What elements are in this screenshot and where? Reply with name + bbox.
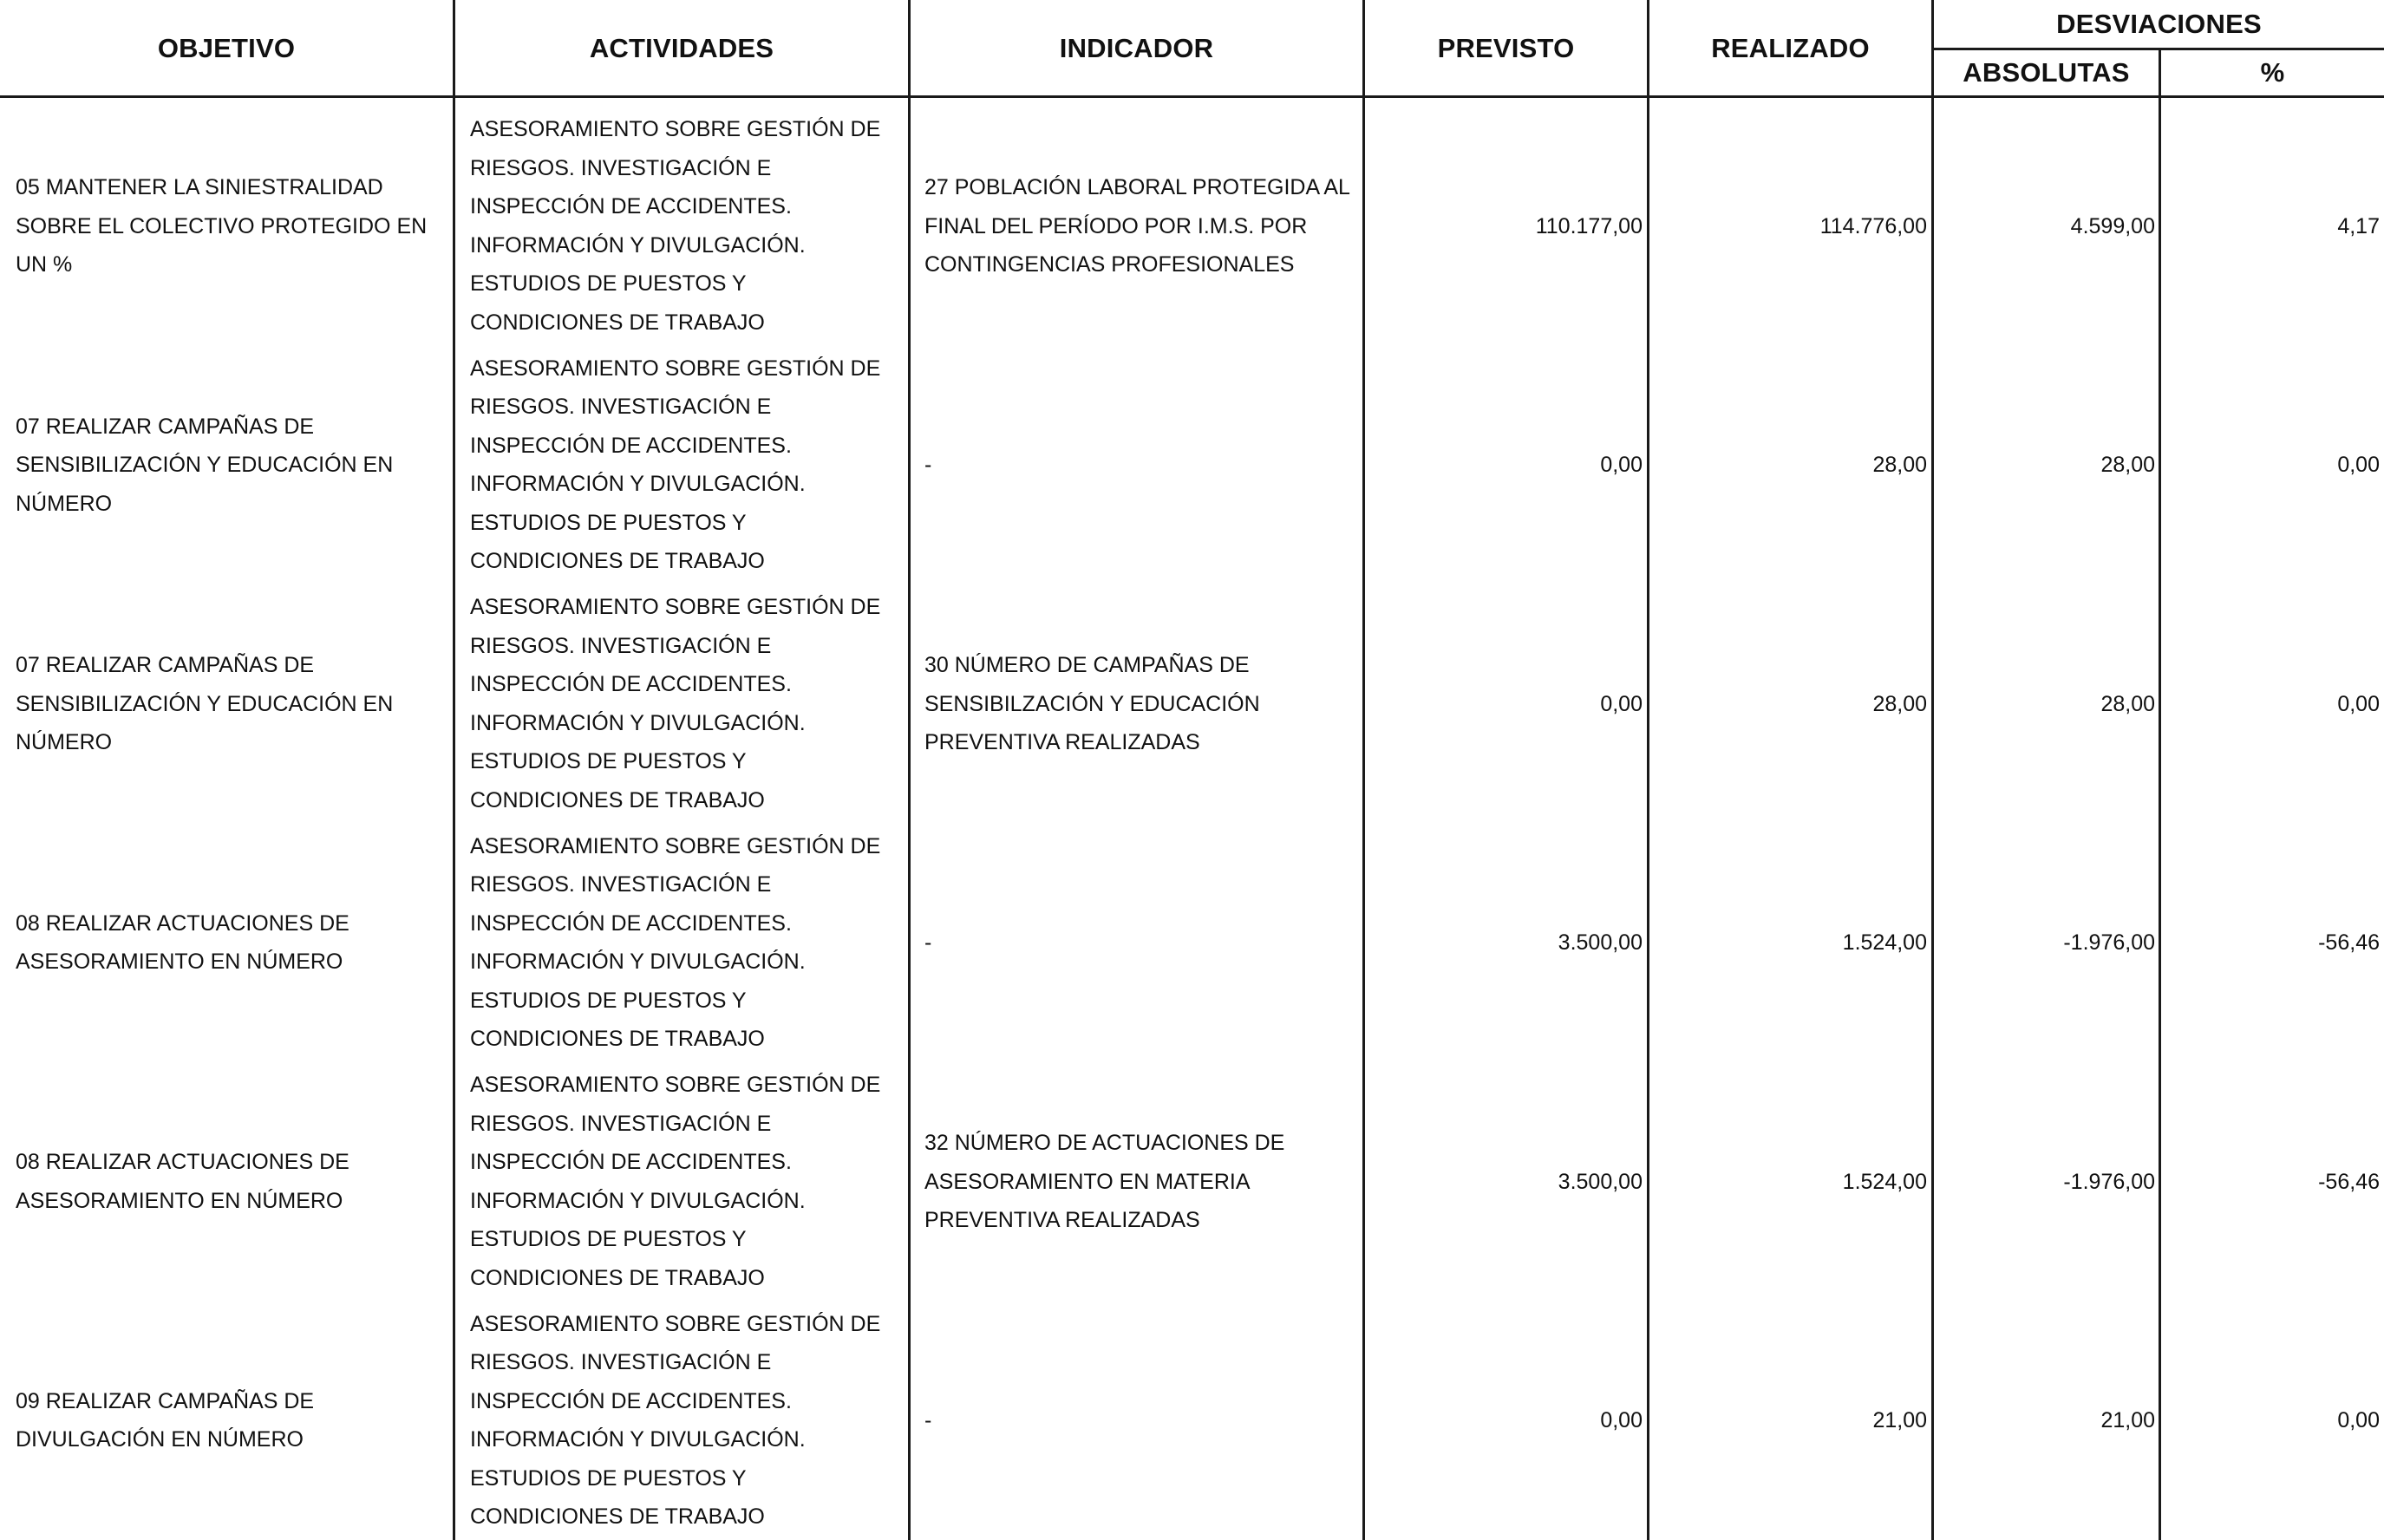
cell-line: RIESGOS. INVESTIGACIÓN E (470, 1111, 772, 1136)
cell-actividades (470, 1302, 904, 1540)
cell-indicador (924, 824, 1358, 1063)
cell-line: - (924, 453, 932, 477)
cell-line: CONDICIONES DE TRABAJO (470, 310, 765, 335)
cell-previsto (1365, 346, 1643, 585)
cell-line: INFORMACIÓN Y DIVULGACIÓN. (470, 710, 806, 735)
table-row (0, 824, 2384, 1063)
cell-line: ASESORAMIENTO SOBRE GESTIÓN DE (470, 595, 881, 620)
cell-line: ASESORAMIENTO SOBRE GESTIÓN DE (470, 1073, 881, 1098)
cell-line: RIESGOS. INVESTIGACIÓN E (470, 872, 772, 897)
cell-line: RIESGOS. INVESTIGACIÓN E (470, 155, 772, 180)
cell-line: SENSIBILIZACIÓN Y EDUCACIÓN EN (16, 691, 394, 716)
cell-line: 28,00 (1872, 691, 1927, 716)
cell-line: 21,00 (1872, 1408, 1927, 1432)
header-porcentaje: % (2260, 57, 2285, 88)
cell-line: 28,00 (1872, 453, 1927, 477)
cell-line: INSPECCIÓN DE ACCIDENTES. (470, 910, 792, 936)
cell-previsto (1365, 1302, 1643, 1540)
cell-absolutas (1934, 346, 2155, 585)
cell-objetivo (16, 1062, 449, 1302)
cell-line: 05 MANTENER LA SINIESTRALIDAD (16, 175, 383, 199)
cell-previsto (1365, 584, 1643, 824)
cell-porcentaje (2161, 346, 2380, 585)
cell-previsto (1365, 824, 1643, 1063)
cell-line: INSPECCIÓN DE ACCIDENTES. (470, 1150, 792, 1175)
cell-line: NÚMERO (16, 730, 113, 754)
cell-line: INFORMACIÓN Y DIVULGACIÓN. (470, 232, 806, 258)
cell-realizado (1649, 107, 1927, 346)
cell-line: ASESORAMIENTO SOBRE GESTIÓN DE (470, 833, 881, 858)
cell-line: - (924, 1408, 932, 1432)
cell-line: RIESGOS. INVESTIGACIÓN E (470, 1350, 772, 1375)
cell-line: 07 REALIZAR CAMPAÑAS DE (16, 414, 315, 439)
cell-realizado (1649, 1302, 1927, 1540)
cell-line: 28,00 (2100, 691, 2155, 716)
cell-porcentaje (2161, 584, 2380, 824)
cell-line: 21,00 (2100, 1408, 2155, 1432)
cell-line: ESTUDIOS DE PUESTOS Y (470, 1227, 747, 1252)
cell-line: 08 REALIZAR ACTUACIONES DE (16, 1150, 349, 1175)
cell-line: 27 POBLACIÓN LABORAL PROTEGIDA AL (924, 175, 1350, 199)
cell-line: UN % (16, 252, 73, 277)
cell-line: - (924, 930, 932, 955)
cell-line: INSPECCIÓN DE ACCIDENTES. (470, 672, 792, 697)
cell-line: 110.177,00 (1535, 213, 1643, 238)
cell-line: DIVULGACIÓN EN NÚMERO (16, 1427, 304, 1452)
cell-line: ASESORAMIENTO EN NÚMERO (16, 949, 343, 975)
cell-indicador (924, 107, 1358, 346)
header-indicador: INDICADOR (1059, 33, 1214, 63)
cell-line: 1.524,00 (1842, 1169, 1927, 1194)
cell-line: CONTINGENCIAS PROFESIONALES (924, 252, 1295, 277)
cell-indicador (924, 1302, 1358, 1540)
cell-line: RIESGOS. INVESTIGACIÓN E (470, 395, 772, 420)
cell-line: INFORMACIÓN Y DIVULGACIÓN. (470, 1188, 806, 1213)
cell-line: ASESORAMIENTO EN NÚMERO (16, 1188, 343, 1213)
cell-line: INFORMACIÓN Y DIVULGACIÓN. (470, 472, 806, 497)
cell-line: -1.976,00 (2063, 1169, 2155, 1194)
cell-line: ESTUDIOS DE PUESTOS Y (470, 510, 747, 535)
header-desviaciones: DESVIACIONES (2056, 9, 2262, 39)
header-absolutas: ABSOLUTAS (1963, 57, 2130, 88)
cell-line: ASESORAMIENTO SOBRE GESTIÓN DE (470, 117, 881, 142)
desviaciones-sub-rule (1931, 48, 2384, 50)
cell-actividades (470, 824, 904, 1063)
cell-porcentaje (2161, 1302, 2380, 1540)
cell-line: NÚMERO (16, 491, 113, 516)
cell-objetivo (16, 824, 449, 1063)
cell-indicador (924, 584, 1358, 824)
cell-porcentaje (2161, 824, 2380, 1063)
cell-line: -1.976,00 (2063, 930, 2155, 955)
cell-line: ESTUDIOS DE PUESTOS Y (470, 1465, 747, 1491)
cell-line: ASESORAMIENTO SOBRE GESTIÓN DE (470, 1311, 881, 1336)
cell-line: PREVENTIVA REALIZADAS (924, 730, 1200, 754)
cell-line: CONDICIONES DE TRABAJO (470, 787, 765, 812)
cell-line: ASESORAMIENTO SOBRE GESTIÓN DE (470, 356, 881, 381)
cell-realizado (1649, 824, 1927, 1063)
cell-line: 4.599,00 (2070, 213, 2155, 238)
table-row (0, 1302, 2384, 1540)
cell-line: 1.524,00 (1842, 930, 1927, 955)
cell-line: ESTUDIOS DE PUESTOS Y (470, 988, 747, 1013)
cell-indicador (924, 346, 1358, 585)
cell-realizado (1649, 1062, 1927, 1302)
cell-line: PREVENTIVA REALIZADAS (924, 1208, 1200, 1232)
cell-objetivo (16, 346, 449, 585)
header-objetivo: OBJETIVO (157, 33, 296, 63)
cell-line: RIESGOS. INVESTIGACIÓN E (470, 633, 772, 658)
cell-line: INSPECCIÓN DE ACCIDENTES. (470, 194, 792, 219)
cell-actividades (470, 107, 904, 346)
cell-line: 114.776,00 (1819, 213, 1927, 238)
cell-line: INFORMACIÓN Y DIVULGACIÓN. (470, 949, 806, 975)
cell-line: -56,46 (2318, 930, 2380, 955)
cell-line: -56,46 (2318, 1169, 2380, 1194)
cell-indicador (924, 1062, 1358, 1302)
cell-realizado (1649, 346, 1927, 585)
table-row (0, 107, 2384, 346)
cell-line: INSPECCIÓN DE ACCIDENTES. (470, 433, 792, 458)
cell-line: SENSIBILZACIÓN Y EDUCACIÓN (924, 691, 1260, 716)
cell-porcentaje (2161, 1062, 2380, 1302)
table-row (0, 584, 2384, 824)
cell-line: CONDICIONES DE TRABAJO (470, 1027, 765, 1052)
cell-line: 28,00 (2100, 453, 2155, 477)
cell-actividades (470, 1062, 904, 1302)
header-realizado: REALIZADO (1711, 33, 1870, 63)
cell-line: CONDICIONES DE TRABAJO (470, 1265, 765, 1290)
cell-objetivo (16, 107, 449, 346)
header-bottom-rule (0, 95, 2384, 98)
cell-line: FINAL DEL PERÍODO POR I.M.S. POR (924, 213, 1308, 238)
cell-line: INFORMACIÓN Y DIVULGACIÓN. (470, 1427, 806, 1452)
cell-realizado (1649, 584, 1927, 824)
cell-line: SENSIBILIZACIÓN Y EDUCACIÓN EN (16, 453, 394, 477)
cell-line: ASESORAMIENTO EN MATERIA (924, 1169, 1251, 1194)
header-previsto: PREVISTO (1437, 33, 1575, 63)
cell-line: 3.500,00 (1558, 1169, 1643, 1194)
cell-line: 0,00 (2337, 1408, 2380, 1432)
cell-actividades (470, 584, 904, 824)
cell-line: 0,00 (1600, 453, 1643, 477)
cell-line: 0,00 (1600, 691, 1643, 716)
cell-objetivo (16, 1302, 449, 1540)
table-row (0, 346, 2384, 585)
header-actividades: ACTIVIDADES (589, 33, 774, 63)
cell-line: 30 NÚMERO DE CAMPAÑAS DE (924, 653, 1250, 677)
cell-line: 3.500,00 (1558, 930, 1643, 955)
table-row (0, 1062, 2384, 1302)
cell-line: INSPECCIÓN DE ACCIDENTES. (470, 1388, 792, 1413)
cell-absolutas (1934, 824, 2155, 1063)
cell-actividades (470, 346, 904, 585)
cell-line: SOBRE EL COLECTIVO PROTEGIDO EN (16, 213, 428, 238)
cell-previsto (1365, 1062, 1643, 1302)
cell-line: 09 REALIZAR CAMPAÑAS DE (16, 1388, 315, 1413)
cell-line: 07 REALIZAR CAMPAÑAS DE (16, 653, 315, 677)
cell-line: 0,00 (2337, 691, 2380, 716)
cell-line: ESTUDIOS DE PUESTOS Y (470, 749, 747, 774)
cell-absolutas (1934, 1302, 2155, 1540)
cell-line: CONDICIONES DE TRABAJO (470, 549, 765, 574)
cell-absolutas (1934, 1062, 2155, 1302)
cell-line: ESTUDIOS DE PUESTOS Y (470, 271, 747, 297)
cell-porcentaje (2161, 107, 2380, 346)
cell-line: CONDICIONES DE TRABAJO (470, 1504, 765, 1530)
cell-previsto (1365, 107, 1643, 346)
cell-line: 08 REALIZAR ACTUACIONES DE (16, 910, 349, 936)
cell-line: 0,00 (2337, 453, 2380, 477)
cell-absolutas (1934, 107, 2155, 346)
cell-objetivo (16, 584, 449, 824)
cell-absolutas (1934, 584, 2155, 824)
cell-line: 32 NÚMERO DE ACTUACIONES DE (924, 1131, 1285, 1155)
cell-line: 4,17 (2337, 213, 2380, 238)
cell-line: 0,00 (1600, 1408, 1643, 1432)
